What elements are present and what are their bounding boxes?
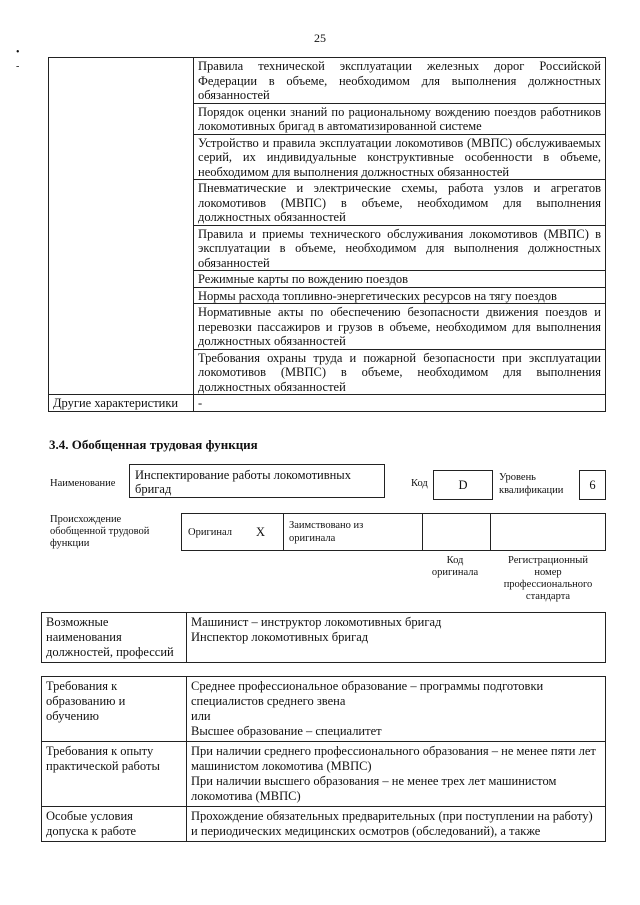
code-caption-line1: Код xyxy=(446,555,464,566)
education-label xyxy=(42,677,187,742)
name-value-line1: Инспектирование работы локомотивных xyxy=(135,468,351,482)
origin-label-line1: Происхождение xyxy=(50,514,122,525)
table-cell: Режимные карты по вождению поездов xyxy=(194,271,606,288)
table-row xyxy=(49,395,606,412)
table-cell-empty xyxy=(49,58,194,395)
table-cell: Пневматические и электрические схемы, работа узлов и агрегатов локомотивов (МВПС) в объеме, необходимом для выполнения должностных обязанностей xyxy=(194,180,606,226)
positions-table xyxy=(41,612,606,663)
origin-label-line2: обобщенной трудовой xyxy=(50,526,150,537)
level-label-line2: квалификации xyxy=(499,485,564,496)
admission-label-line: допуска к работе xyxy=(46,824,137,838)
original-label: Оригинал xyxy=(188,527,232,538)
page-number: 25 xyxy=(314,31,326,45)
level-box xyxy=(579,470,606,500)
reg-caption-line3: профессионального xyxy=(503,579,593,590)
code-box xyxy=(433,470,493,500)
admission-line: Прохождение обязательных предварительных (при поступлении на работу) и периодических медицинских осмотров (обследований), а также xyxy=(191,809,593,838)
table-row xyxy=(42,807,606,842)
table-row xyxy=(42,742,606,807)
experience-label-line: Требования к опыту xyxy=(46,744,154,758)
education-label-line: обучению xyxy=(46,709,99,723)
table-cell: Правила технической эксплуатации железных дорог Российской Федерации в объеме, необходимом для выполнения должностных обязанностей xyxy=(194,58,606,104)
experience-line: При наличии среднего профессионального образования – не менее пяти лет машинистом локомотива (МВПС) xyxy=(191,744,596,773)
education-label-line: Требования к xyxy=(46,679,118,693)
reg-caption-line4: стандарта xyxy=(525,591,571,602)
original-mark: X xyxy=(256,525,266,539)
education-line: или xyxy=(191,709,211,723)
table-cell: Правила и приемы технического обслуживания локомотивов (МВПС) в эксплуатации в объеме, необходимом для выполнения должностных обязанностей xyxy=(194,225,606,271)
code-caption-line2: оригинала xyxy=(431,567,479,578)
table-row xyxy=(42,613,606,663)
reg-caption-line2: номер xyxy=(534,567,562,578)
name-value-line2: бригад xyxy=(135,482,172,496)
positions-label-line: Возможные xyxy=(46,615,109,629)
table-row xyxy=(49,58,606,104)
experience-values xyxy=(187,742,606,807)
table-cell: Порядок оценки знаний по рациональному вождению поездов работников локомотивных бригад в автоматизированной системе xyxy=(194,103,606,134)
name-box xyxy=(129,464,385,498)
education-line: Высшее образование – специалитет xyxy=(191,724,382,738)
table-cell: Нормативные акты по обеспечению безопасности движения поездов и перевозки пассажиров и грузов в объеме, необходимом для выполнения должностных обязанностей xyxy=(194,304,606,350)
divider xyxy=(490,514,491,550)
requirements-table xyxy=(41,676,606,842)
name-label: Наименование xyxy=(50,478,116,489)
level-label-line1: Уровень xyxy=(499,472,536,483)
positions-label-line: наименования xyxy=(46,630,122,644)
other-characteristics-value: - xyxy=(194,395,606,412)
section-heading: 3.4. Обобщенная трудовая функция xyxy=(49,437,258,452)
education-label-line: образованию и xyxy=(46,694,126,708)
admission-label xyxy=(42,807,187,842)
positions-label xyxy=(42,613,187,663)
table-cell: Устройство и правила эксплуатации локомотивов (МВПС) обслуживаемых серий, их индивидуальные конструктивные особенности в объеме, необходимом для выполнения должностных обязанностей xyxy=(194,134,606,180)
table-row xyxy=(42,677,606,742)
education-line: Среднее профессиональное образование – программы подготовки специалистов среднего звена xyxy=(191,679,544,708)
table-cell: Нормы расхода топливно-энергетических ресурсов на тягу поездов xyxy=(194,287,606,304)
origin-table xyxy=(181,513,606,551)
education-values xyxy=(187,677,606,742)
admission-values xyxy=(187,807,606,842)
reg-caption-line1: Регистрационный xyxy=(508,555,588,566)
level-value: 6 xyxy=(589,478,596,492)
position-item: Инспектор локомотивных бригад xyxy=(191,630,369,644)
divider xyxy=(422,514,423,550)
knowledge-table xyxy=(48,57,606,412)
experience-label-line: практической работы xyxy=(46,759,160,773)
margin-mark: - xyxy=(16,61,20,72)
code-value: D xyxy=(458,478,468,492)
positions-label-line: должностей, профессий xyxy=(46,645,174,659)
positions-values xyxy=(187,613,606,663)
margin-mark: • xyxy=(16,47,20,58)
other-characteristics-label: Другие характеристики xyxy=(49,395,194,412)
origin-label-line3: функции xyxy=(50,538,90,549)
borrowed-label-line1: Заимствовано из xyxy=(289,520,364,531)
experience-line: При наличии высшего образования – не менее трех лет машинистом локомотива (МВПС) xyxy=(191,774,557,803)
borrowed-label-line2: оригинала xyxy=(289,533,336,544)
code-label: Код xyxy=(411,478,428,489)
position-item: Машинист – инструктор локомотивных бригад xyxy=(191,615,442,629)
table-cell: Требования охраны труда и пожарной безопасности при эксплуатации локомотивов (МВПС) в объеме, необходимом для выполнения должностных обязанностей xyxy=(194,349,606,395)
experience-label xyxy=(42,742,187,807)
admission-label-line: Особые условия xyxy=(46,809,133,823)
divider xyxy=(283,514,284,550)
